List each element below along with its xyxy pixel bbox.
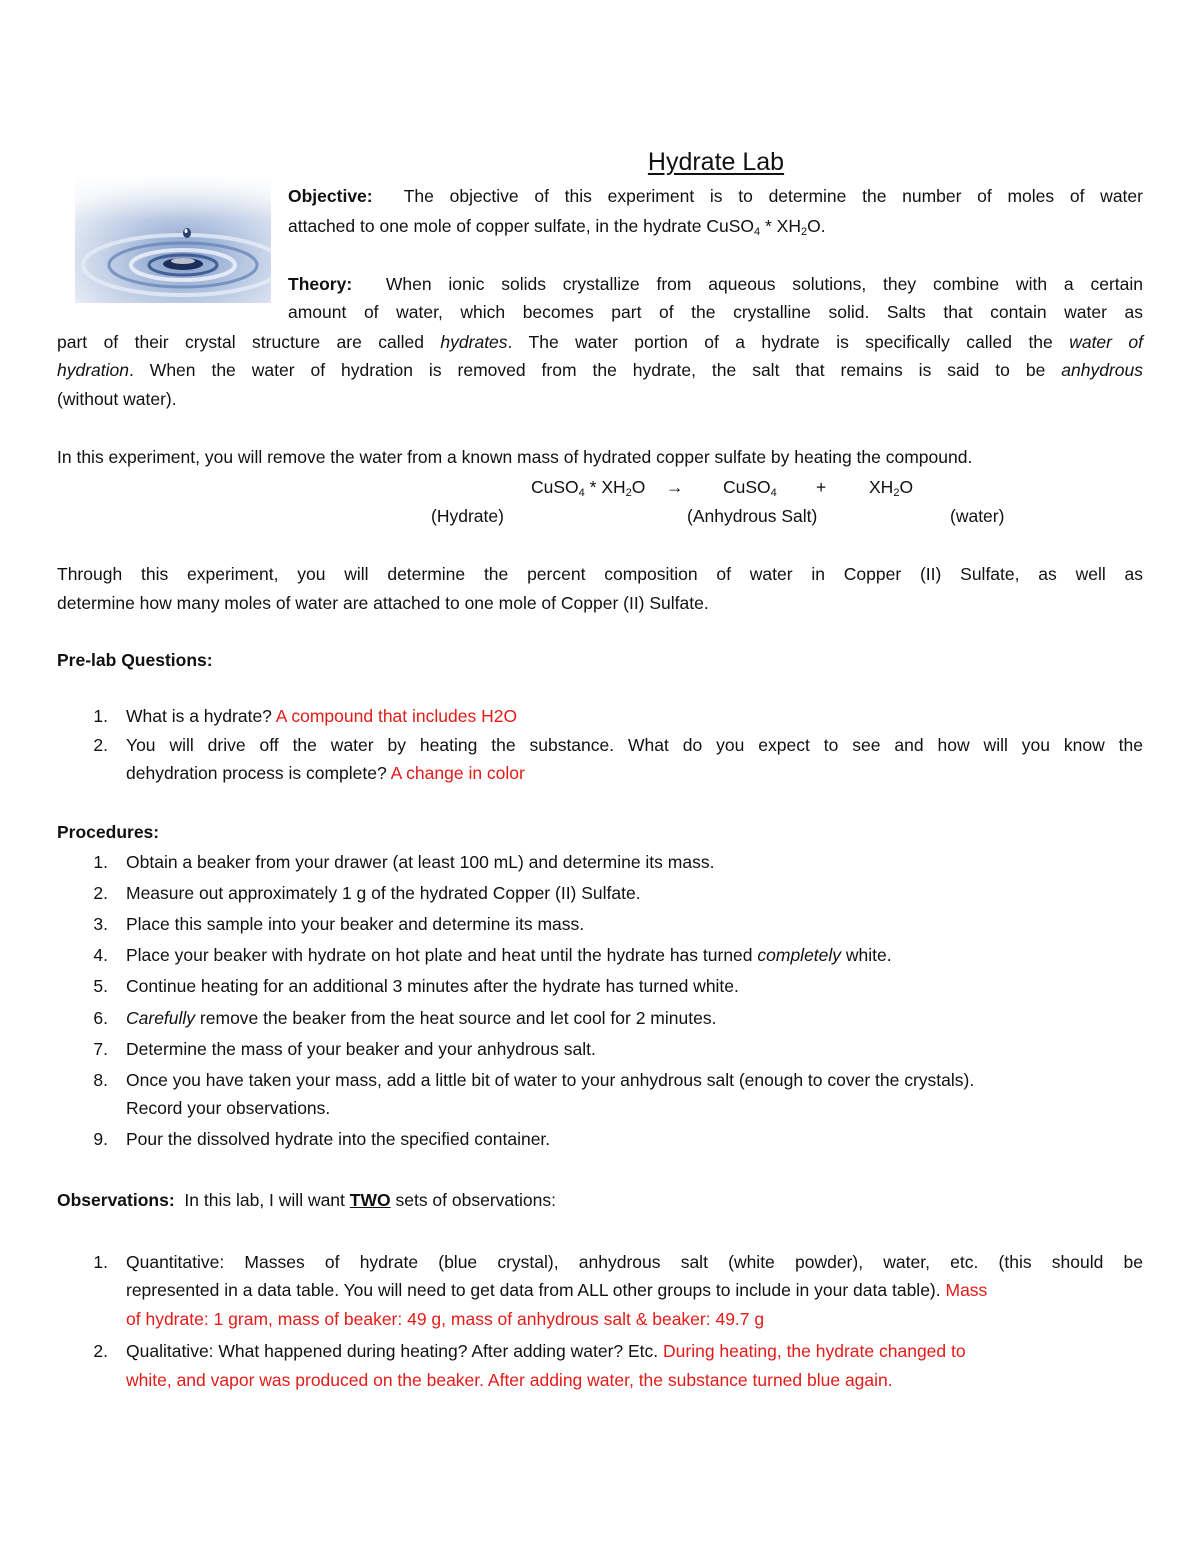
procedure-step-cont: Record your observations.: [126, 1098, 331, 1118]
procedure-number: 9.: [93, 1129, 108, 1149]
prelab-number: 1.: [93, 706, 108, 726]
theory-text: . When the water of hydration is removed from the hydrate, the salt that remains is said to be: [129, 360, 1062, 380]
objective-text: The objective of this experiment is to determine the number of moles of water: [403, 186, 1143, 206]
equation-product-1: [723, 477, 777, 497]
prelab-number: 2.: [93, 735, 108, 755]
procedure-step: Measure out approximately 1 g of the hydrated Copper (II) Sulfate.: [126, 883, 641, 903]
eq-text: * XH: [584, 477, 626, 497]
through-line-2: determine how many moles of water are attached to one mole of Copper (II) Sulfate.: [57, 593, 709, 613]
answer-text: A change in color: [386, 763, 525, 783]
eq-text: O: [899, 477, 914, 497]
water-droplet-image: [75, 175, 271, 303]
subscript: 4: [770, 487, 777, 499]
label-hydrate: (Hydrate): [431, 506, 504, 526]
question-text: What is a hydrate?: [126, 706, 272, 726]
procedure-number: 4.: [93, 945, 108, 965]
observation-number: 2.: [93, 1341, 108, 1361]
objective-line-1: [288, 186, 1143, 206]
page-title: Hydrate Lab: [647, 148, 785, 176]
procedure-number: 3.: [93, 914, 108, 934]
subscript: 2: [800, 226, 808, 238]
through-line-1: Through this experiment, you will determine the percent composition of water in Copper (II) Sulfate, as well as: [57, 564, 1143, 584]
procedure-number: 2.: [93, 883, 108, 903]
procedure-number: 7.: [93, 1039, 108, 1059]
term-water-of: water of: [1069, 332, 1144, 352]
observations-label: Observations:: [57, 1190, 175, 1210]
theory-line-1: [288, 274, 1143, 294]
objective-text-4: O.: [807, 216, 826, 236]
theory-text: When ionic solids crystallize from aqueous solutions, they combine with a certain: [385, 274, 1143, 294]
procedure-step: Once you have taken your mass, add a little bit of water to your anhydrous salt (enough to cover the crystals).: [126, 1070, 975, 1090]
procedure-number: 8.: [93, 1070, 108, 1090]
procedure-step: Place this sample into your beaker and determine its mass.: [126, 914, 585, 934]
theory-line-4: [57, 360, 1143, 380]
label-water: (water): [950, 506, 1005, 526]
procedure-step: Determine the mass of your beaker and your anhydrous salt.: [126, 1039, 596, 1059]
procedure-step: [126, 945, 892, 965]
procedure-number: 6.: [93, 1008, 108, 1028]
procedures-heading: Procedures:: [57, 822, 160, 842]
observations-text: In this lab, I will want: [184, 1190, 350, 1210]
prelab-heading: Pre-lab Questions:: [57, 650, 213, 670]
step-emphasis: completely: [757, 945, 842, 965]
step-text: remove the beaker from the heat source and let cool for 2 minutes.: [195, 1008, 717, 1028]
observations-text: sets of observations:: [390, 1190, 556, 1210]
equation-plus: +: [816, 477, 827, 497]
step-text: Place your beaker with hydrate on hot plate and heat until the hydrate has turned: [126, 945, 758, 965]
objective-label: Objective:: [288, 186, 373, 206]
observation-number: 1.: [93, 1252, 108, 1272]
water-droplet-icon: [75, 175, 271, 303]
eq-text: CuSO: [531, 477, 579, 497]
observation-answer: During heating, the hydrate changed to: [658, 1341, 966, 1361]
observation-text: represented in a data table. You will need to get data from ALL other groups to include in your data table).: [126, 1280, 941, 1300]
equation-product-2: [869, 477, 913, 497]
theory-line-2: amount of water, which becomes part of the crystalline solid. Salts that contain water as: [288, 302, 1143, 322]
prelab-question-1: [126, 706, 517, 726]
term-hydration: hydration: [57, 360, 129, 380]
observation-2-answer: white, and vapor was produced on the beaker. After adding water, the substance turned blue again.: [126, 1370, 893, 1390]
procedure-number: 5.: [93, 976, 108, 996]
observation-1-line-1: Quantitative: Masses of hydrate (blue crystal), anhydrous salt (white powder), water, etc. (this should be: [126, 1252, 1143, 1272]
procedure-number: 1.: [93, 852, 108, 872]
term-anhydrous: anhydrous: [1061, 360, 1143, 380]
procedure-step: Pour the dissolved hydrate into the specified container.: [126, 1129, 551, 1149]
subscript: 4: [578, 487, 585, 499]
eq-text: CuSO: [723, 477, 771, 497]
eq-text: O: [631, 477, 646, 497]
equation-reactant: [531, 477, 645, 497]
equation-arrow-icon: →: [666, 477, 684, 497]
step-emphasis: Carefully: [126, 1008, 196, 1028]
step-text: white.: [841, 945, 892, 965]
observation-1-line-2: [126, 1280, 987, 1300]
procedure-step: [126, 1008, 716, 1028]
experiment-intro: In this experiment, you will remove the water from a known mass of hydrated copper sulfate by heating the compound.: [57, 447, 973, 467]
observation-text: Qualitative: What happened during heating? After adding water? Etc.: [126, 1341, 659, 1361]
objective-line-2: [288, 216, 826, 236]
eq-text: XH: [869, 477, 894, 497]
observation-1-answer: of hydrate: 1 gram, mass of beaker: 49 g, mass of anhydrous salt & beaker: 49.7 g: [126, 1309, 765, 1329]
label-anhydrous-salt: (Anhydrous Salt): [687, 506, 818, 526]
answer-text: A compound that includes H2O: [271, 706, 518, 726]
observations-intro: [57, 1190, 556, 1210]
subscript: 4: [753, 226, 761, 238]
theory-label: Theory:: [288, 274, 353, 294]
observation-answer: Mass: [940, 1280, 988, 1300]
question-text: dehydration process is complete?: [126, 763, 387, 783]
prelab-question-2: You will drive off the water by heating the substance. What do you expect to see and how will you know the: [126, 735, 1143, 755]
theory-line-3: [57, 332, 1143, 352]
prelab-question-2-cont: [126, 763, 525, 783]
observation-2-line-1: [126, 1341, 966, 1361]
term-hydrates: hydrates: [440, 332, 508, 352]
objective-text-2: attached to one mole of copper sulfate, in the hydrate CuSO: [288, 216, 754, 236]
emphasis-two: TWO: [349, 1190, 391, 1210]
objective-text-3: * XH: [760, 216, 801, 236]
procedure-step: Continue heating for an additional 3 minutes after the hydrate has turned white.: [126, 976, 739, 996]
theory-text: part of their crystal structure are called: [57, 332, 441, 352]
theory-text: . The water portion of a hydrate is specifically called the: [507, 332, 1070, 352]
subscript: 2: [893, 487, 900, 499]
subscript: 2: [625, 487, 632, 499]
theory-line-5: (without water).: [57, 389, 177, 409]
procedure-step: Obtain a beaker from your drawer (at least 100 mL) and determine its mass.: [126, 852, 715, 872]
